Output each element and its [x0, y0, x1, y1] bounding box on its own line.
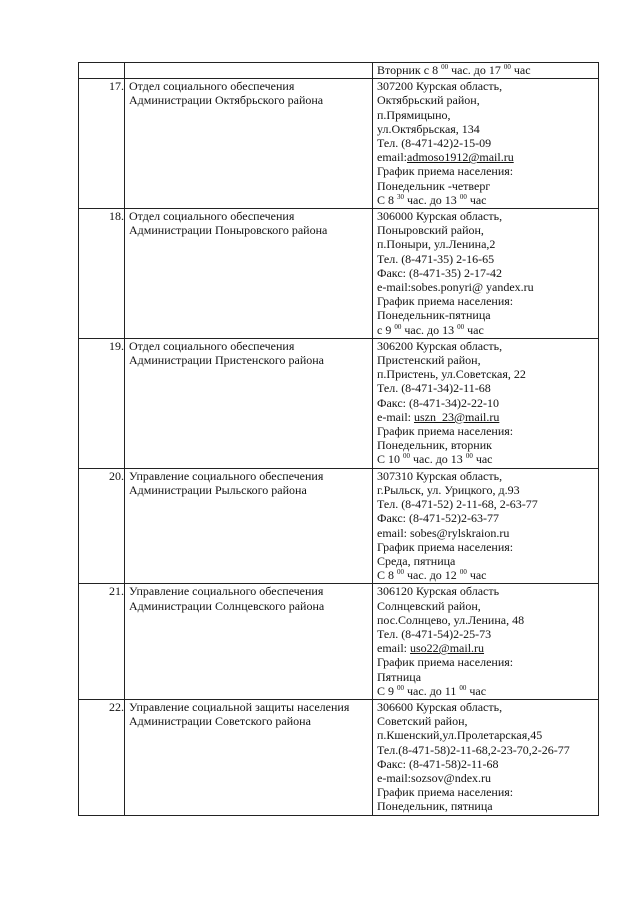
contact-info-line	[377, 266, 598, 280]
time-minutes-superscript: 00	[394, 322, 402, 331]
time-minutes-superscript: 30	[397, 192, 405, 201]
contact-info-line	[377, 164, 598, 178]
text-segment: Тел.(8-471-58)2-11-68,2-23-70,2-26-77	[377, 742, 570, 757]
schedule-line	[377, 63, 598, 77]
text-segment: Понедельник-пятница	[377, 308, 491, 323]
text-segment: email:	[377, 150, 407, 165]
email-link[interactable]: uszn_23@mail.ru	[413, 409, 500, 424]
text-segment: г.Рыльск, ул. Урицкого, д.93	[377, 482, 520, 497]
contact-info-line	[377, 93, 598, 107]
contact-info-cell	[373, 699, 599, 815]
text-segment: 307310 Курская область,	[377, 468, 503, 483]
contact-info-line	[377, 785, 598, 799]
text-segment: Тел. (8-471-42)2-15-09	[377, 136, 492, 151]
text-segment: Пристенский район,	[377, 353, 481, 368]
text-segment: час	[464, 322, 484, 337]
contact-info-line	[377, 655, 598, 669]
text-segment: Октябрьский район,	[377, 93, 480, 108]
contact-info-line	[377, 799, 598, 813]
text-segment: График приема населения:	[377, 785, 514, 800]
contact-info-line	[377, 294, 598, 308]
contact-info-line	[377, 323, 598, 337]
contact-info-line	[377, 584, 598, 598]
text-segment: час	[466, 683, 487, 698]
text-segment: Факс: (8-471-52)2-63-77	[377, 511, 499, 526]
text-segment: Понедельник, вторник	[377, 438, 492, 453]
row-number-cell	[79, 63, 125, 79]
text-segment: с 9	[377, 322, 395, 337]
contact-info-line	[377, 209, 598, 223]
text-segment: час. до 12	[404, 568, 460, 583]
text-segment: График приема населения:	[377, 294, 514, 309]
table-row-continued	[79, 63, 599, 79]
text-segment: ул.Октябрьская, 134	[377, 121, 480, 136]
row-number: 19.	[79, 338, 125, 468]
contact-info-line	[377, 599, 598, 613]
contact-info-line	[377, 396, 598, 410]
contact-info-line	[377, 568, 598, 582]
contact-info-line	[377, 223, 598, 237]
text-segment: п.Пристень, ул.Советская, 22	[377, 367, 526, 382]
text-segment: час. до 17	[448, 63, 504, 77]
text-segment: e-mail:sozsov@ndex.ru	[377, 770, 492, 785]
social-services-table	[78, 62, 599, 816]
contact-info-line	[377, 353, 598, 367]
text-segment: час	[466, 568, 487, 583]
organization-name: Отдел социального обеспечения Администрации Октябрьского района	[125, 79, 373, 209]
contact-info-line	[377, 728, 598, 742]
contact-info-line	[377, 280, 598, 294]
text-segment: Поныровский район,	[377, 223, 484, 238]
text-segment: 306200 Курская область,	[377, 338, 503, 353]
text-segment: Факс: (8-471-35) 2-17-42	[377, 265, 502, 280]
row-number: 20.	[79, 468, 125, 584]
text-segment: час	[510, 63, 531, 77]
text-segment: С 10	[377, 452, 404, 467]
table-row	[79, 338, 599, 468]
text-segment: п.Прямицыно,	[377, 107, 451, 122]
time-minutes-superscript: 00	[457, 322, 465, 331]
table-row	[79, 209, 599, 339]
contact-info-cell	[373, 209, 599, 339]
contact-info-line	[377, 438, 598, 452]
contact-info-line	[377, 381, 598, 395]
contact-info-line	[377, 122, 598, 136]
contact-info-line	[377, 757, 598, 771]
text-segment: час	[472, 452, 493, 467]
time-minutes-superscript: 00	[459, 192, 467, 201]
contact-info-line	[377, 410, 598, 424]
time-minutes-superscript: 00	[459, 683, 467, 692]
text-segment: 306120 Курская область	[377, 584, 500, 599]
contact-info-line	[377, 179, 598, 193]
table-row	[79, 584, 599, 700]
contact-info-line	[377, 641, 598, 655]
row-number: 21.	[79, 584, 125, 700]
contact-info-line	[377, 526, 598, 540]
row-number: 18.	[79, 209, 125, 339]
contact-info-line	[377, 136, 598, 150]
time-minutes-superscript: 00	[397, 568, 405, 577]
time-minutes-superscript: 00	[503, 63, 511, 71]
contact-info-line	[377, 469, 598, 483]
text-segment: email: sobes@rylskraion.ru	[377, 525, 510, 540]
row-number: 22.	[79, 699, 125, 815]
contact-info-line	[377, 308, 598, 322]
text-segment: email:	[377, 641, 410, 656]
table-row	[79, 468, 599, 584]
contact-info-line	[377, 684, 598, 698]
table-row	[79, 79, 599, 209]
contact-info-line	[377, 483, 598, 497]
text-segment: С 9	[377, 683, 398, 698]
text-segment: п.Кшенский,ул.Пролетарская,45	[377, 728, 543, 743]
time-minutes-superscript: 00	[403, 452, 411, 461]
text-segment: e-mail:sobes.ponyri@ yandex.ru	[377, 280, 534, 295]
contact-info-line	[377, 554, 598, 568]
text-segment: 307200 Курская область,	[377, 79, 503, 94]
organization-name: Управление социальной защиты населения Администрации Советского района	[125, 699, 373, 815]
text-segment: Понедельник, пятница	[377, 799, 493, 814]
text-segment: Факс: (8-471-34)2-22-10	[377, 395, 499, 410]
text-segment: Понедельник -четверг	[377, 178, 491, 193]
organization-name-cell	[125, 63, 373, 79]
text-segment: час. до 13	[410, 452, 466, 467]
organization-name: Управление социального обеспечения Администрации Солнцевского района	[125, 584, 373, 700]
table-row	[79, 699, 599, 815]
time-minutes-superscript: 00	[397, 683, 405, 692]
text-segment: С 8	[377, 192, 398, 207]
contact-info-line	[377, 424, 598, 438]
text-segment: 306600 Курская область,	[377, 699, 503, 714]
text-segment: п.Поныри, ул.Ленина,2	[377, 237, 496, 252]
text-segment: Солнцевский район,	[377, 598, 481, 613]
contact-info-line	[377, 252, 598, 266]
text-segment: Факс: (8-471-58)2-11-68	[377, 756, 499, 771]
text-segment: e-mail:	[377, 409, 414, 424]
contact-info-line	[377, 497, 598, 511]
contact-info-line	[377, 452, 598, 466]
text-segment: Среда, пятница	[377, 553, 456, 568]
organization-name: Отдел социального обеспечения Администрации Пристенского района	[125, 338, 373, 468]
contact-info-line	[377, 150, 598, 164]
contact-info-line	[377, 627, 598, 641]
text-segment: Тел. (8-471-54)2-25-73	[377, 626, 492, 641]
text-segment: График приема населения:	[377, 539, 514, 554]
contact-info-line	[377, 670, 598, 684]
time-minutes-superscript: 00	[459, 568, 467, 577]
text-segment: час. до 11	[404, 683, 460, 698]
text-segment: час	[466, 192, 487, 207]
contact-info-line	[377, 540, 598, 554]
text-segment: час. до 13	[404, 192, 460, 207]
text-segment: Советский район,	[377, 714, 468, 729]
contact-info-cell	[373, 468, 599, 584]
text-segment: График приема населения:	[377, 424, 514, 439]
text-segment: График приема населения:	[377, 655, 514, 670]
contact-info-cell	[373, 79, 599, 209]
text-segment: Вторник с 8	[377, 63, 442, 77]
text-segment: График приема населения:	[377, 164, 514, 179]
time-minutes-superscript: 00	[465, 452, 473, 461]
text-segment: пос.Солнцево, ул.Ленина, 48	[377, 612, 525, 627]
contact-info-line	[377, 79, 598, 93]
text-segment: Тел. (8-471-35) 2-16-65	[377, 251, 495, 266]
contact-info-line	[377, 700, 598, 714]
contact-info-line	[377, 367, 598, 381]
email-link[interactable]: admoso1912@mail.ru	[407, 150, 514, 165]
contact-info-line	[377, 714, 598, 728]
email-link[interactable]: uso22@mail.ru	[410, 641, 485, 656]
time-minutes-superscript: 00	[441, 63, 449, 71]
table-body	[79, 63, 599, 816]
row-number: 17.	[79, 79, 125, 209]
organization-name: Управление социального обеспечения Администрации Рыльского района	[125, 468, 373, 584]
contact-info-line	[377, 237, 598, 251]
organization-name: Отдел социального обеспечения Администрации Поныровского района	[125, 209, 373, 339]
contact-info-line	[377, 339, 598, 353]
contact-info-cell	[373, 63, 599, 79]
text-segment: 306000 Курская область,	[377, 209, 503, 224]
text-segment: час. до 13	[401, 322, 458, 337]
text-segment: Тел. (8-471-34)2-11-68	[377, 381, 491, 396]
contact-info-line	[377, 771, 598, 785]
contact-info-cell	[373, 584, 599, 700]
text-segment: Пятница	[377, 669, 422, 684]
contact-info-line	[377, 511, 598, 525]
contact-info-line	[377, 743, 598, 757]
contact-info-line	[377, 613, 598, 627]
contact-info-line	[377, 193, 598, 207]
text-segment: Тел. (8-471-52) 2-11-68, 2-63-77	[377, 497, 538, 512]
contact-info-cell	[373, 338, 599, 468]
text-segment: С 8	[377, 568, 398, 583]
contact-info-line	[377, 108, 598, 122]
